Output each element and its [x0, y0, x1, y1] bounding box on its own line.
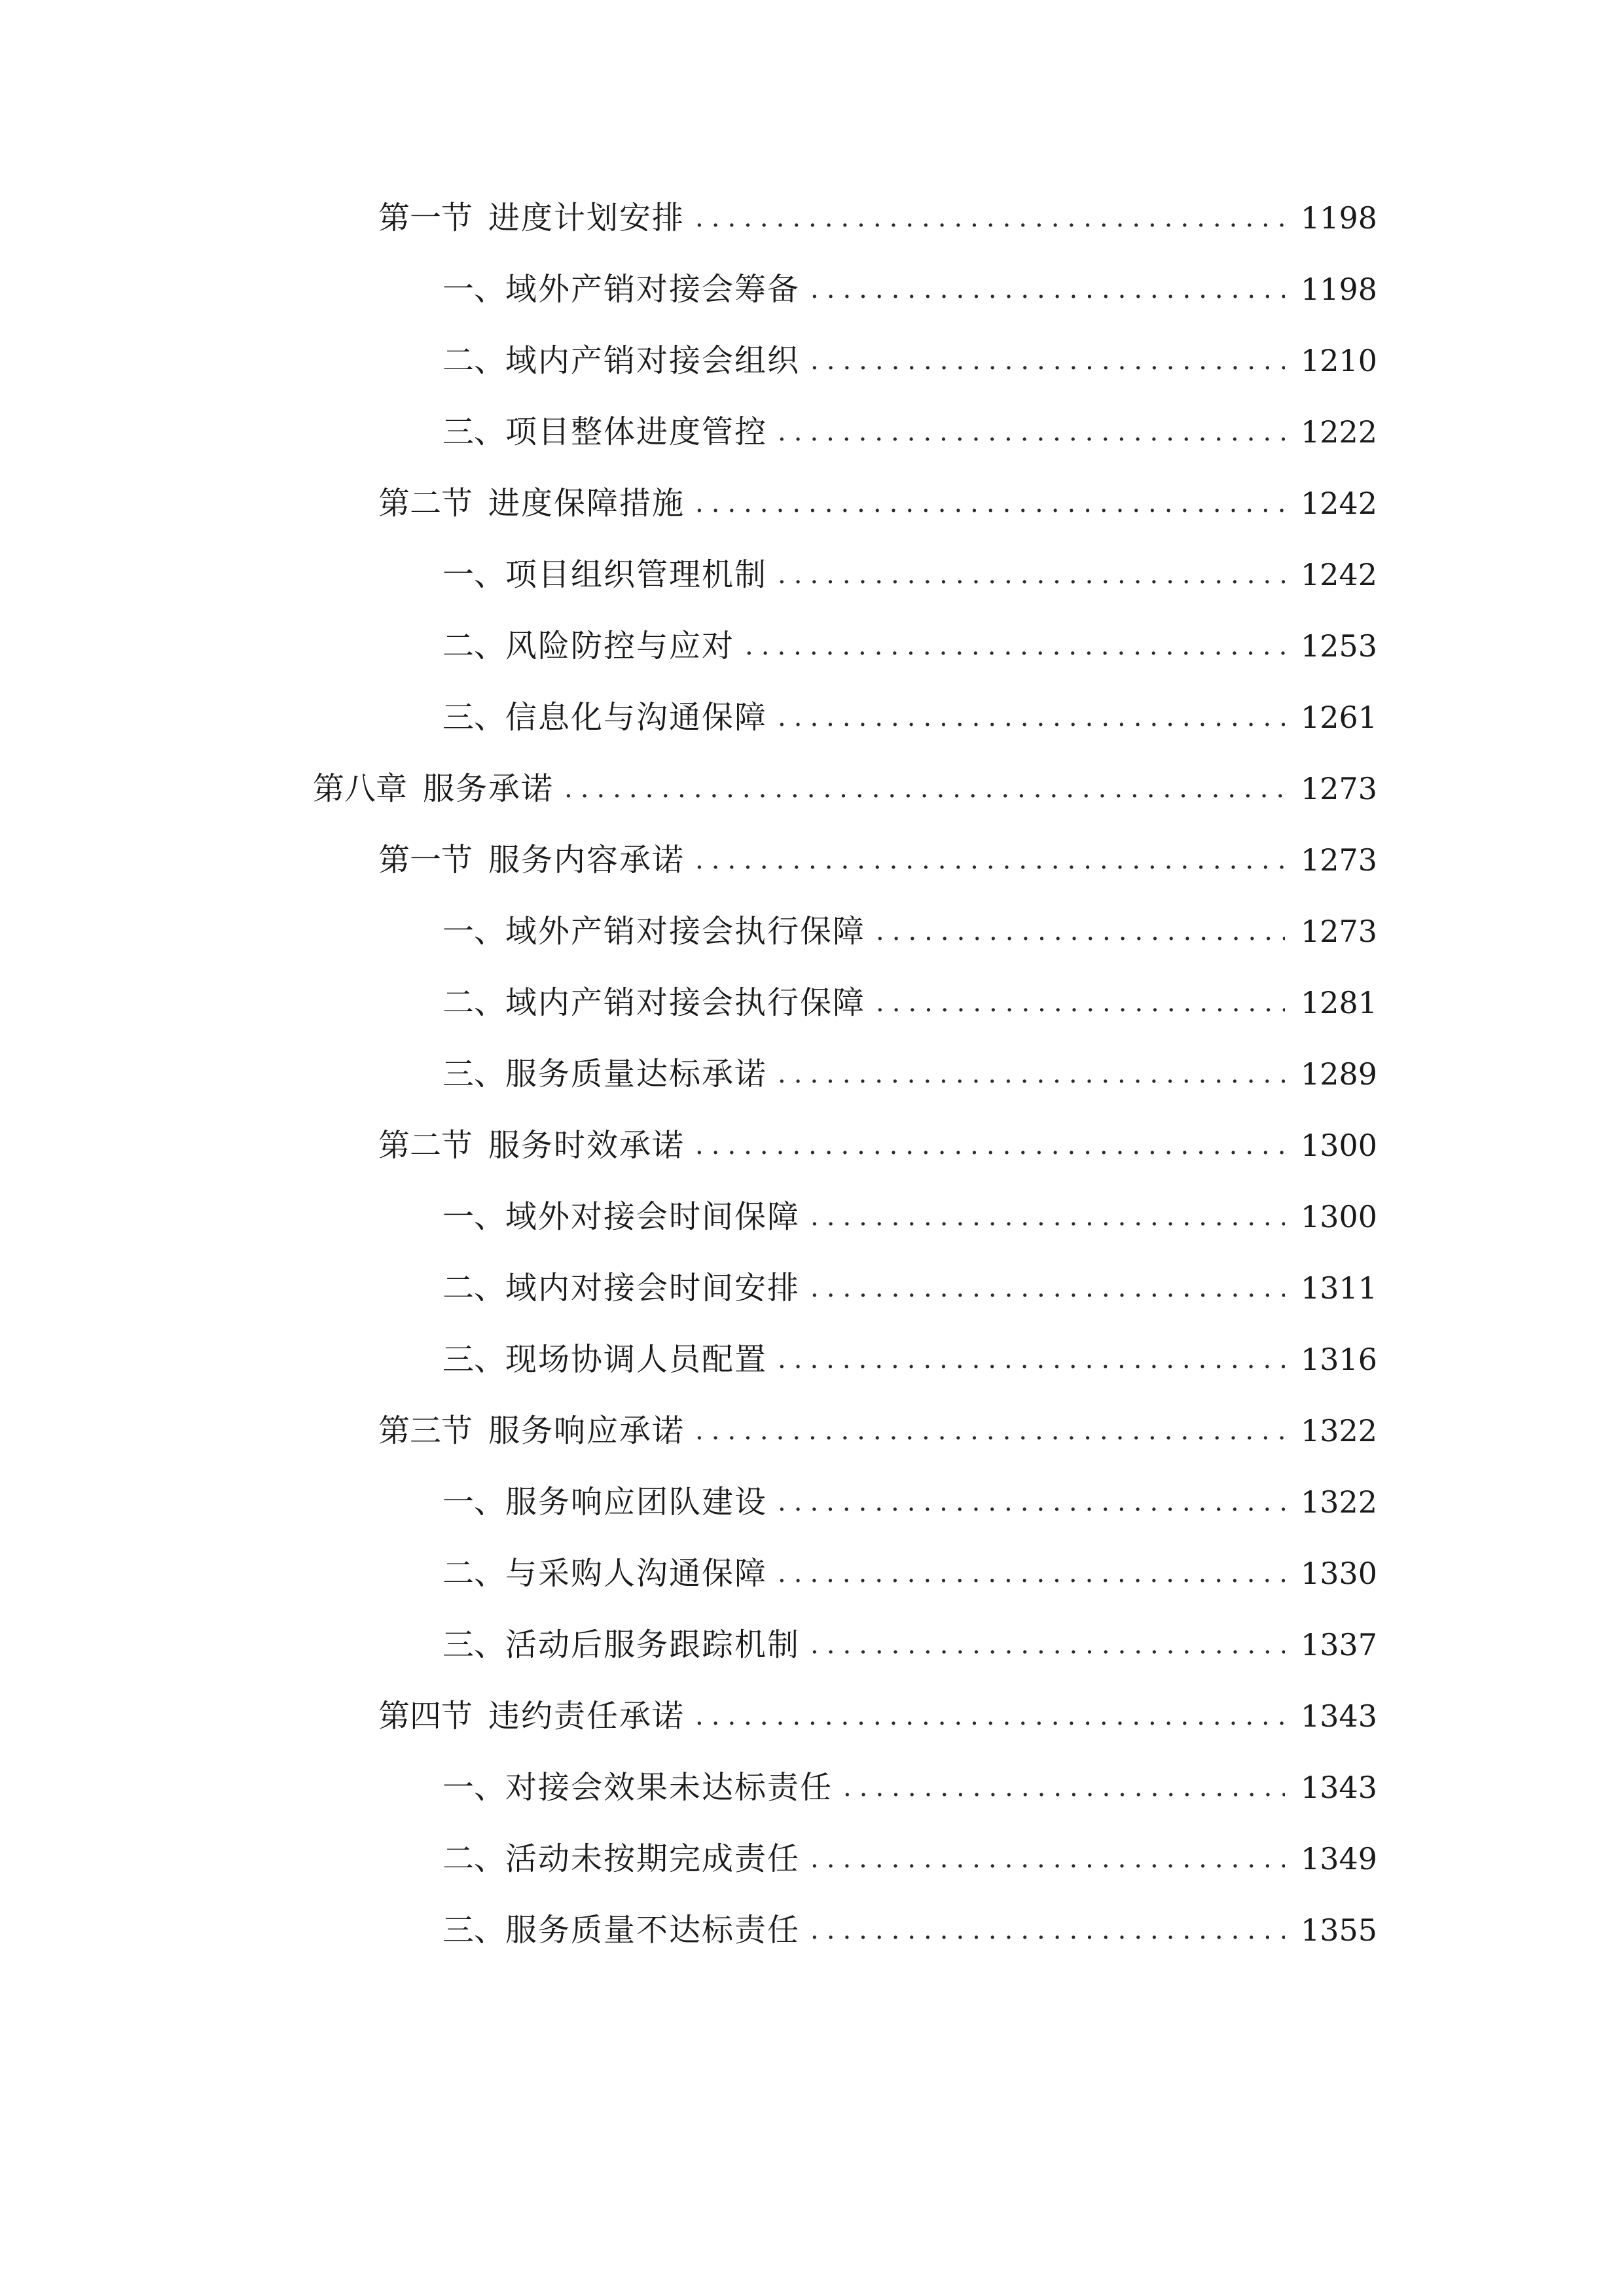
toc-leader-dots [695, 1119, 1285, 1172]
toc-entry-title: 服务内容承诺 [488, 842, 685, 878]
toc-entry-page: 1222 [1301, 414, 1378, 450]
toc-leader-dots [778, 1476, 1285, 1528]
toc-subsection-entry[interactable] [0, 1904, 1624, 1956]
toc-subsection-entry[interactable] [0, 1262, 1624, 1314]
toc-entry-marker: 二、 [442, 342, 506, 379]
toc-entry-marker: 三、 [442, 1341, 506, 1378]
toc-leader-dots [695, 834, 1285, 886]
toc-entry-marker: 二、 [442, 1555, 506, 1592]
toc-leader-dots [778, 548, 1285, 601]
toc-entry-marker: 第四节 [378, 1698, 473, 1734]
toc-leader-dots [810, 1262, 1285, 1314]
toc-section-entry[interactable] [0, 477, 1624, 529]
toc-section-entry[interactable] [0, 1119, 1624, 1172]
toc-entry-title: 对接会效果未达标责任 [505, 1769, 833, 1806]
toc-entry-marker: 二、 [442, 1270, 506, 1306]
toc-entry-page: 1210 [1301, 343, 1378, 378]
toc-entry-title: 活动后服务跟踪机制 [505, 1626, 801, 1663]
toc-entry-marker: 第一节 [378, 842, 473, 878]
toc-entry-marker: 一、 [442, 556, 506, 593]
toc-subsection-entry[interactable] [0, 1833, 1624, 1885]
toc-subsection-entry[interactable] [0, 1191, 1624, 1243]
toc-entry-title: 活动未按期完成责任 [505, 1840, 801, 1877]
toc-subsection-entry[interactable] [0, 905, 1624, 958]
toc-entry-page: 1316 [1301, 1342, 1378, 1377]
toc-entry-page: 1242 [1301, 486, 1378, 521]
toc-leader-dots [810, 263, 1285, 315]
toc-entry-page: 1322 [1301, 1484, 1378, 1520]
toc-entry-marker: 二、 [442, 1840, 506, 1877]
toc-subsection-entry[interactable] [0, 548, 1624, 601]
toc-entry-page: 1242 [1301, 557, 1378, 592]
toc-entry-title: 项目组织管理机制 [505, 556, 768, 593]
toc-entry-title: 进度计划安排 [488, 200, 685, 236]
toc-entry-title: 现场协调人员配置 [505, 1341, 768, 1378]
toc-leader-dots [695, 192, 1285, 244]
toc-leader-dots [876, 977, 1285, 1029]
toc-entry-marker: 第一节 [378, 200, 473, 236]
toc-subsection-entry[interactable] [0, 977, 1624, 1029]
toc-entry-title: 进度保障措施 [488, 485, 685, 522]
toc-entry-page: 1343 [1301, 1770, 1378, 1805]
toc-leader-dots [778, 1333, 1285, 1386]
toc-subsection-entry[interactable] [0, 691, 1624, 744]
toc-entry-title: 域内产销对接会执行保障 [505, 984, 866, 1021]
toc-leader-dots [810, 1191, 1285, 1243]
toc-leader-dots [810, 1833, 1285, 1885]
toc-entry-title: 服务质量达标承诺 [505, 1056, 768, 1092]
toc-leader-dots [778, 1048, 1285, 1100]
toc-entry-title: 域外产销对接会执行保障 [505, 913, 866, 950]
toc-entry-title: 域内产销对接会组织 [505, 342, 801, 379]
toc-leader-dots [810, 1904, 1285, 1956]
toc-entry-marker: 第二节 [378, 485, 473, 522]
toc-leader-dots [695, 1405, 1285, 1457]
toc-entry-page: 1322 [1301, 1413, 1378, 1448]
toc-entry-marker: 一、 [442, 1198, 506, 1235]
toc-entry-marker: 一、 [442, 913, 506, 950]
toc-entry-title: 风险防控与应对 [505, 628, 735, 664]
toc-entry-page: 1355 [1301, 1912, 1378, 1948]
toc-entry-marker: 三、 [442, 699, 506, 736]
toc-entry-title: 域内对接会时间安排 [505, 1270, 801, 1306]
toc-entry-marker: 三、 [442, 1056, 506, 1092]
toc-entry-page: 1343 [1301, 1698, 1378, 1734]
toc-entry-page: 1198 [1301, 272, 1378, 307]
toc-subsection-entry[interactable] [0, 1547, 1624, 1600]
toc-entry-title: 信息化与沟通保障 [505, 699, 768, 736]
toc-entry-page: 1300 [1301, 1199, 1378, 1234]
toc-entry-marker: 一、 [442, 1769, 506, 1806]
toc-entry-title: 服务响应团队建设 [505, 1484, 768, 1520]
toc-entry-page: 1289 [1301, 1056, 1378, 1092]
toc-leader-dots [843, 1761, 1285, 1814]
toc-entry-page: 1281 [1301, 985, 1378, 1020]
toc-entry-title: 服务承诺 [423, 770, 554, 807]
toc-chapter-entry[interactable] [0, 762, 1624, 815]
toc-entry-marker: 三、 [442, 414, 506, 450]
toc-entry-title: 违约责任承诺 [488, 1698, 685, 1734]
toc-entry-marker: 第三节 [378, 1412, 473, 1449]
toc-subsection-entry[interactable] [0, 1476, 1624, 1528]
toc-entry-page: 1273 [1301, 914, 1378, 949]
toc-entry-page: 1311 [1301, 1270, 1378, 1306]
toc-leader-dots [876, 905, 1285, 958]
toc-entry-title: 域外对接会时间保障 [505, 1198, 801, 1235]
toc-entry-marker: 第八章 [313, 770, 408, 807]
toc-leader-dots [810, 1619, 1285, 1671]
toc-subsection-entry[interactable] [0, 406, 1624, 458]
toc-entry-title: 服务质量不达标责任 [505, 1912, 801, 1948]
toc-subsection-entry[interactable] [0, 1048, 1624, 1100]
toc-entry-title: 项目整体进度管控 [505, 414, 768, 450]
toc-entry-title: 域外产销对接会筹备 [505, 271, 801, 308]
toc-subsection-entry[interactable] [0, 1333, 1624, 1386]
toc-entry-page: 1198 [1301, 200, 1378, 236]
toc-section-entry[interactable] [0, 834, 1624, 886]
toc-entry-marker: 三、 [442, 1912, 506, 1948]
toc-section-entry[interactable] [0, 192, 1624, 244]
toc-entry-page: 1300 [1301, 1128, 1378, 1163]
toc-leader-dots [564, 762, 1285, 815]
toc-entry-page: 1337 [1301, 1627, 1378, 1662]
toc-leader-dots [810, 334, 1285, 387]
toc-entry-marker: 一、 [442, 1484, 506, 1520]
toc-entry-marker: 二、 [442, 628, 506, 664]
toc-entry-page: 1261 [1301, 700, 1378, 735]
toc-entry-marker: 二、 [442, 984, 506, 1021]
toc-section-entry[interactable] [0, 1405, 1624, 1457]
toc-subsection-entry[interactable] [0, 1619, 1624, 1671]
toc-subsection-entry[interactable] [0, 263, 1624, 315]
toc-leader-dots [778, 691, 1285, 744]
toc-leader-dots [778, 406, 1285, 458]
toc-entry-page: 1330 [1301, 1556, 1378, 1591]
toc-entry-title: 服务时效承诺 [488, 1127, 685, 1164]
toc-entry-title: 与采购人沟通保障 [505, 1555, 768, 1592]
toc-entry-title: 服务响应承诺 [488, 1412, 685, 1449]
toc-leader-dots [695, 477, 1285, 529]
toc-entry-page: 1273 [1301, 771, 1378, 806]
toc-entry-marker: 一、 [442, 271, 506, 308]
toc-subsection-entry[interactable] [0, 334, 1624, 387]
toc-entry-page: 1349 [1301, 1841, 1378, 1876]
toc-entry-marker: 第二节 [378, 1127, 473, 1164]
toc-entry-page: 1253 [1301, 628, 1378, 664]
toc-leader-dots [695, 1690, 1285, 1742]
toc-entry-page: 1273 [1301, 842, 1378, 878]
toc-leader-dots [745, 620, 1285, 672]
toc-subsection-entry[interactable] [0, 620, 1624, 672]
toc-section-entry[interactable] [0, 1690, 1624, 1742]
toc-leader-dots [778, 1547, 1285, 1600]
toc-entry-marker: 三、 [442, 1626, 506, 1663]
toc-subsection-entry[interactable] [0, 1761, 1624, 1814]
